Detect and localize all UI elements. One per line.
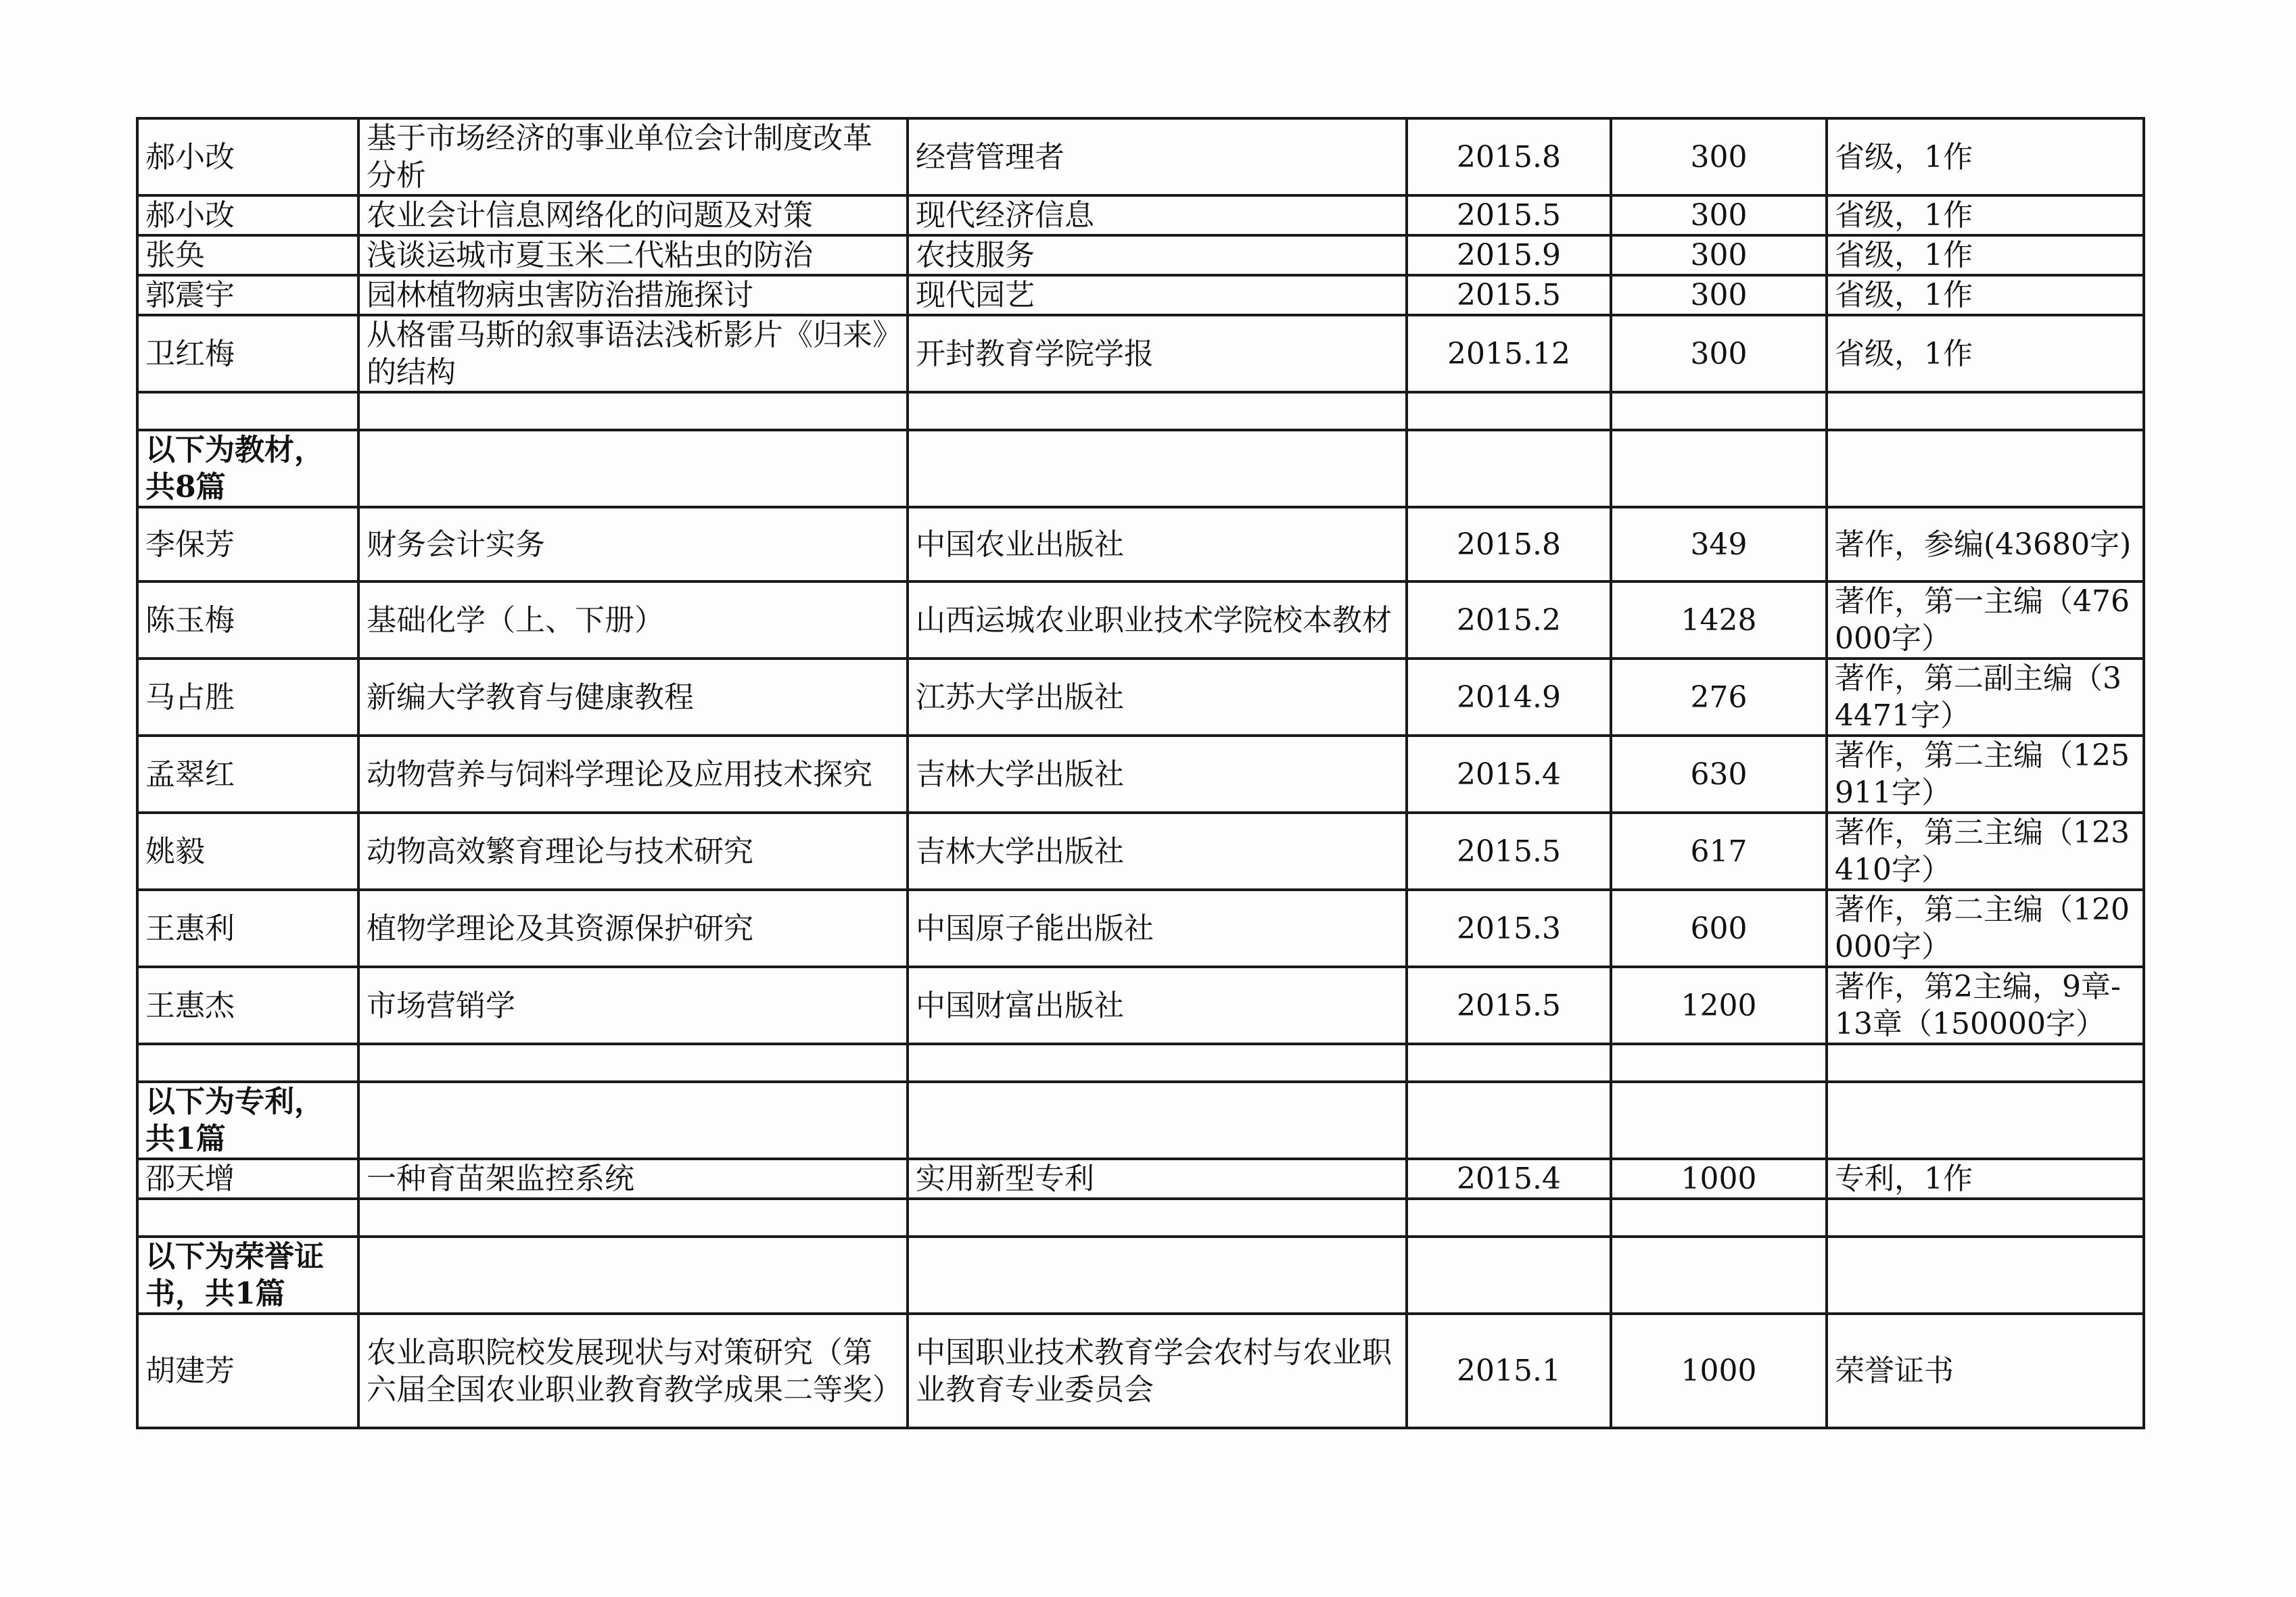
score-cell: 300 [1611, 315, 1827, 392]
title-cell: 从格雷马斯的叙事语法浅析影片《归来》的结构 [358, 315, 908, 392]
note-cell: 著作，第一主编（476000字） [1827, 581, 2144, 659]
publisher-cell: 吉林大学出版社 [908, 813, 1407, 890]
score-cell: 276 [1611, 659, 1827, 736]
title-cell: 一种育苗架监控系统 [358, 1159, 908, 1199]
author-cell: 陈玉梅 [137, 581, 358, 659]
score-cell: 300 [1611, 235, 1827, 275]
note-cell: 著作，第二副主编（34471字） [1827, 659, 2144, 736]
author-cell: 胡建芳 [137, 1314, 358, 1428]
date-cell: 2015.5 [1407, 967, 1611, 1044]
table-row [137, 1159, 2144, 1199]
title-cell: 基于市场经济的事业单位会计制度改革分析 [358, 118, 908, 195]
publisher-cell: 开封教育学院学报 [908, 315, 1407, 392]
date-cell: 2015.5 [1407, 275, 1611, 315]
blank-row [137, 392, 2144, 430]
publisher-cell: 农技服务 [908, 235, 1407, 275]
author-cell: 王惠杰 [137, 967, 358, 1044]
publisher-cell: 中国职业技术教育学会农村与农业职业教育专业委员会 [908, 1314, 1407, 1428]
table-row [137, 507, 2144, 581]
publisher-cell: 江苏大学出版社 [908, 659, 1407, 736]
author-cell: 马占胜 [137, 659, 358, 736]
score-cell: 300 [1611, 195, 1827, 235]
title-cell: 农业高职院校发展现状与对策研究（第六届全国农业职业教育教学成果二等奖） [358, 1314, 908, 1428]
table-row [137, 890, 2144, 967]
title-cell: 新编大学教育与健康教程 [358, 659, 908, 736]
date-cell: 2015.5 [1407, 813, 1611, 890]
title-cell: 浅谈运城市夏玉米二代粘虫的防治 [358, 235, 908, 275]
date-cell: 2015.5 [1407, 195, 1611, 235]
section-row [137, 1082, 2144, 1159]
table-row [137, 118, 2144, 195]
score-cell: 300 [1611, 275, 1827, 315]
title-cell: 农业会计信息网络化的问题及对策 [358, 195, 908, 235]
date-cell: 2015.3 [1407, 890, 1611, 967]
publisher-cell: 中国农业出版社 [908, 507, 1407, 581]
date-cell: 2015.1 [1407, 1314, 1611, 1428]
note-cell: 省级，1作 [1827, 315, 2144, 392]
section-heading: 以下为专利，共1篇 [137, 1082, 358, 1159]
note-cell: 荣誉证书 [1827, 1314, 2144, 1428]
publisher-cell: 现代园艺 [908, 275, 1407, 315]
table-row [137, 235, 2144, 275]
table-row [137, 581, 2144, 659]
author-cell: 孟翠红 [137, 736, 358, 813]
publisher-cell: 经营管理者 [908, 118, 1407, 195]
title-cell: 市场营销学 [358, 967, 908, 1044]
table-row [137, 275, 2144, 315]
date-cell: 2015.2 [1407, 581, 1611, 659]
note-cell: 著作，参编(43680字) [1827, 507, 2144, 581]
score-cell: 1000 [1611, 1159, 1827, 1199]
author-cell: 李保芳 [137, 507, 358, 581]
score-cell: 1200 [1611, 967, 1827, 1044]
date-cell: 2015.12 [1407, 315, 1611, 392]
publisher-cell: 实用新型专利 [908, 1159, 1407, 1199]
table-row [137, 967, 2144, 1044]
date-cell: 2015.4 [1407, 736, 1611, 813]
score-cell: 300 [1611, 118, 1827, 195]
title-cell: 植物学理论及其资源保护研究 [358, 890, 908, 967]
table-row [137, 315, 2144, 392]
note-cell: 著作，第三主编（123410字） [1827, 813, 2144, 890]
note-cell: 著作，第二主编（120000字） [1827, 890, 2144, 967]
date-cell: 2015.8 [1407, 118, 1611, 195]
author-cell: 郝小改 [137, 118, 358, 195]
score-cell: 617 [1611, 813, 1827, 890]
title-cell: 财务会计实务 [358, 507, 908, 581]
date-cell: 2014.9 [1407, 659, 1611, 736]
table-row [137, 813, 2144, 890]
note-cell: 著作，第二主编（125911字） [1827, 736, 2144, 813]
author-cell: 姚毅 [137, 813, 358, 890]
section-row [137, 430, 2144, 507]
note-cell: 著作，第2主编，9章-13章（150000字） [1827, 967, 2144, 1044]
date-cell: 2015.8 [1407, 507, 1611, 581]
author-cell: 张奂 [137, 235, 358, 275]
table-row [137, 736, 2144, 813]
score-cell: 1000 [1611, 1314, 1827, 1428]
blank-row [137, 1044, 2144, 1082]
section-heading: 以下为教材，共8篇 [137, 430, 358, 507]
score-cell: 600 [1611, 890, 1827, 967]
publisher-cell: 山西运城农业职业技术学院校本教材 [908, 581, 1407, 659]
achievements-table [136, 117, 2145, 1429]
author-cell: 邵天增 [137, 1159, 358, 1199]
author-cell: 郝小改 [137, 195, 358, 235]
publisher-cell: 吉林大学出版社 [908, 736, 1407, 813]
author-cell: 王惠利 [137, 890, 358, 967]
title-cell: 动物营养与饲料学理论及应用技术探究 [358, 736, 908, 813]
date-cell: 2015.9 [1407, 235, 1611, 275]
title-cell: 基础化学（上、下册） [358, 581, 908, 659]
score-cell: 630 [1611, 736, 1827, 813]
publisher-cell: 中国财富出版社 [908, 967, 1407, 1044]
table-row [137, 195, 2144, 235]
score-cell: 349 [1611, 507, 1827, 581]
note-cell: 省级，1作 [1827, 275, 2144, 315]
title-cell: 园林植物病虫害防治措施探讨 [358, 275, 908, 315]
title-cell: 动物高效繁育理论与技术研究 [358, 813, 908, 890]
note-cell: 省级，1作 [1827, 118, 2144, 195]
score-cell: 1428 [1611, 581, 1827, 659]
blank-row [137, 1199, 2144, 1237]
author-cell: 卫红梅 [137, 315, 358, 392]
publisher-cell: 现代经济信息 [908, 195, 1407, 235]
date-cell: 2015.4 [1407, 1159, 1611, 1199]
note-cell: 省级，1作 [1827, 195, 2144, 235]
note-cell: 专利，1作 [1827, 1159, 2144, 1199]
publisher-cell: 中国原子能出版社 [908, 890, 1407, 967]
section-row [137, 1237, 2144, 1314]
author-cell: 郭震宇 [137, 275, 358, 315]
note-cell: 省级，1作 [1827, 235, 2144, 275]
table-row [137, 659, 2144, 736]
section-heading: 以下为荣誉证书，共1篇 [137, 1237, 358, 1314]
table-row [137, 1314, 2144, 1428]
